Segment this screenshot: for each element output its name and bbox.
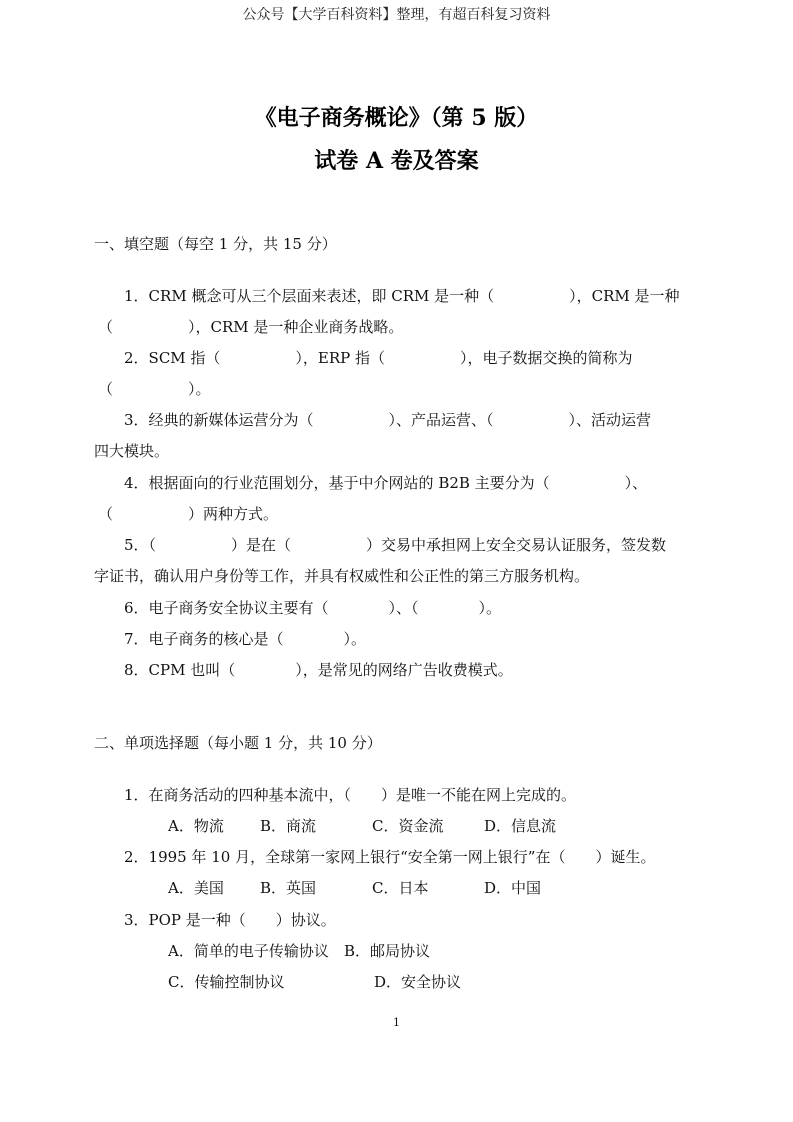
option: C．日本 xyxy=(372,879,429,897)
question-line: （ ），CRM 是一种企业商务战略。 xyxy=(98,318,404,336)
document-subtitle: 试卷 A 卷及答案 xyxy=(314,148,479,174)
option: C．传输控制协议 xyxy=(168,973,285,991)
question-stem: 3．POP 是一种（ ）协议。 xyxy=(124,911,336,929)
question-line: （ ）两种方式。 xyxy=(98,505,279,523)
question-line: 2．SCM 指（ ），ERP 指（ ），电子数据交换的简称为 xyxy=(124,349,633,367)
option: A．美国 xyxy=(168,879,224,897)
question-line: 四大模块。 xyxy=(94,442,170,460)
option: B．英国 xyxy=(260,879,317,897)
question-line: 字证书，确认用户身份等工作，并具有权威性和公正性的第三方服务机构。 xyxy=(94,567,590,585)
question-line: 7．电子商务的核心是（ ）。 xyxy=(124,630,367,648)
option: B．商流 xyxy=(260,817,317,835)
question-stem: 2．1995 年 10 月，全球第一家网上银行“安全第一网上银行”在（ ）诞生。 xyxy=(124,848,656,866)
question-line: 8．CPM 也叫（ ），是常见的网络广告收费模式。 xyxy=(124,661,513,679)
question-line: 1．CRM 概念可从三个层面来表述，即 CRM 是一种（ ），CRM 是一种 xyxy=(124,287,680,305)
option: D．安全协议 xyxy=(374,973,462,991)
question-line: 4．根据面向的行业范围划分，基于中介网站的 B2B 主要分为（ ）、 xyxy=(124,474,648,492)
question-stem: 1．在商务活动的四种基本流中，（ ）是唯一不能在网上完成的。 xyxy=(124,786,577,804)
option: A．简单的电子传输协议 xyxy=(168,942,329,960)
question-line: 3．经典的新媒体运营分为（ ）、产品运营、（ ）、活动运营 xyxy=(124,411,652,429)
option: D．信息流 xyxy=(484,817,557,835)
option: C．资金流 xyxy=(372,817,444,835)
option: B．邮局协议 xyxy=(344,942,431,960)
header-note: 公众号【大学百科资料】整理，有超百科复习资料 xyxy=(242,7,551,23)
question-line: 6．电子商务安全协议主要有（ ）、（ ）。 xyxy=(124,599,502,617)
question-line: 5．（ ）是在（ ）交易中承担网上安全交易认证服务，签发数 xyxy=(124,536,667,554)
page-number: 1 xyxy=(393,1016,400,1029)
document-title: 《电子商务概论》（第 5 版） xyxy=(254,105,539,131)
section-heading-single-choice: 二、单项选择题（每小题 1 分，共 10 分） xyxy=(94,734,382,752)
section-heading-fill-in: 一、填空题（每空 1 分，共 15 分） xyxy=(94,235,337,253)
option: A．物流 xyxy=(168,817,224,835)
option: D．中国 xyxy=(484,879,542,897)
question-line: （ ）。 xyxy=(98,380,211,398)
